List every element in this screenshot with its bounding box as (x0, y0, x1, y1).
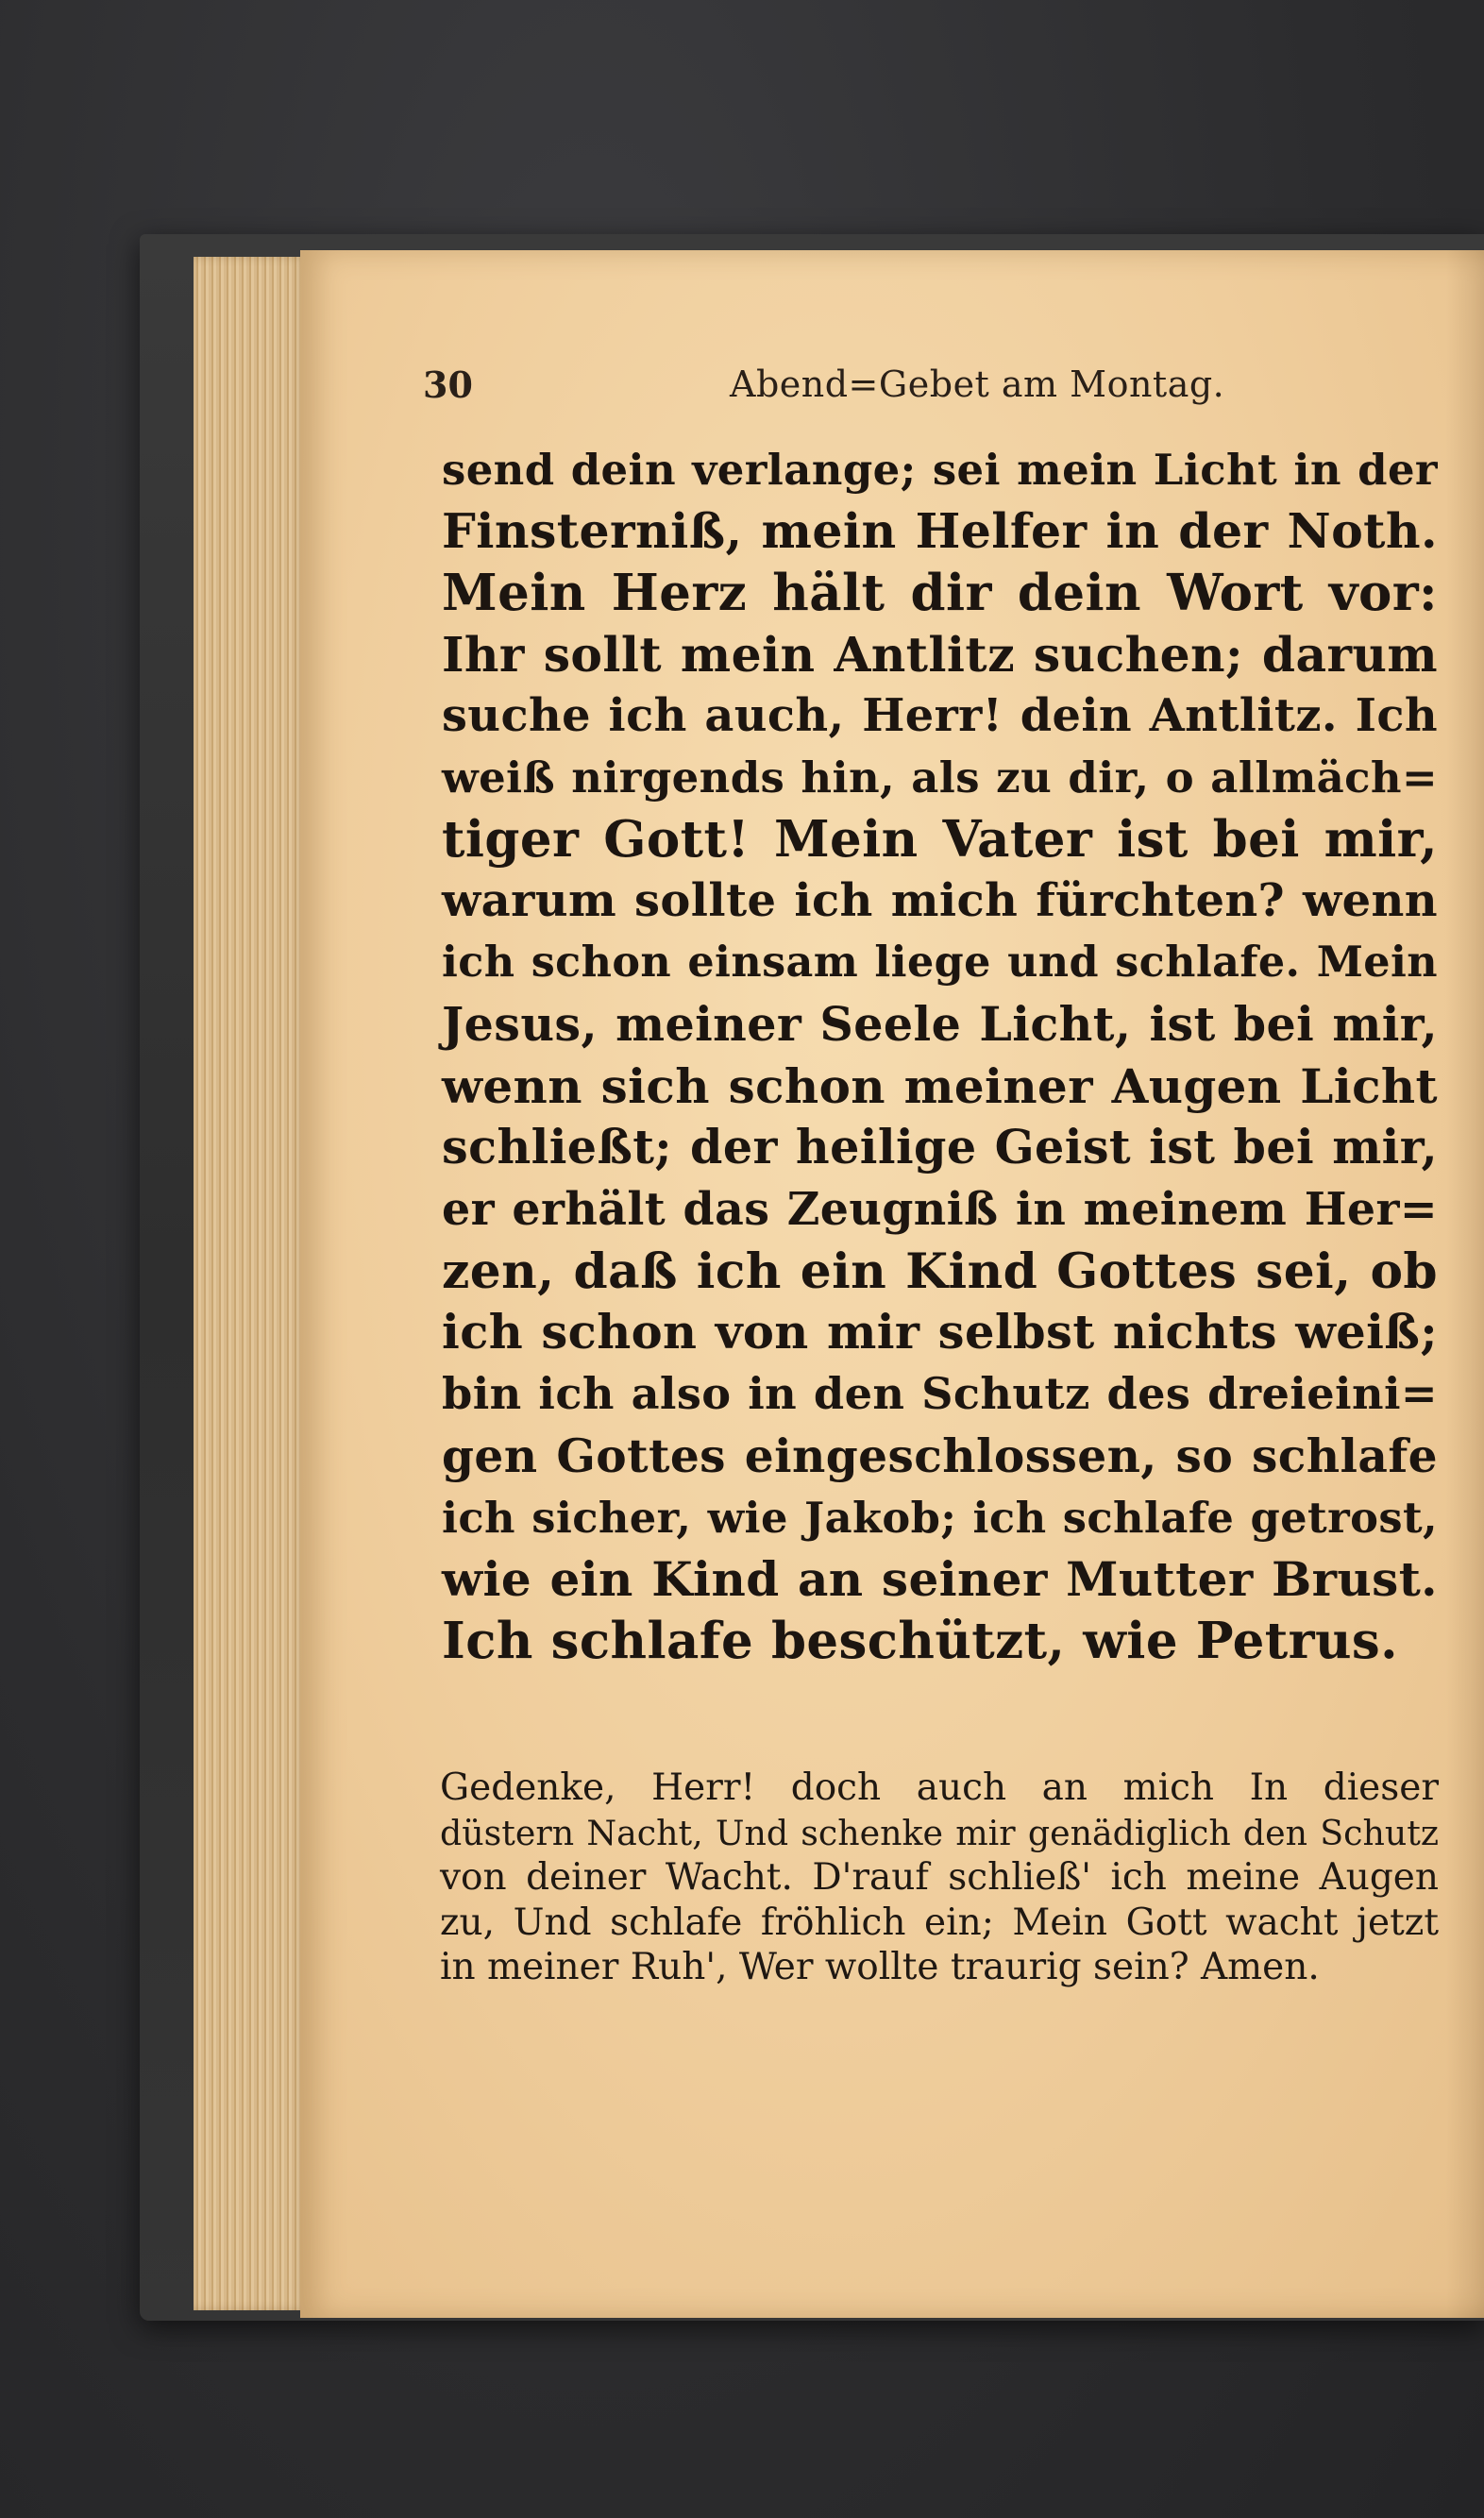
verse-line: von deiner Wacht. D'rauf schließ' ich meine Augen (440, 1856, 1439, 1899)
text-line: Jesus, meiner Seele Licht, ist bei mir, (442, 996, 1438, 1052)
text-line: ich sicher, wie Jakob; ich schlafe getrost, (442, 1493, 1438, 1544)
book-page (300, 250, 1484, 2318)
text-line: zen, daß ich ein Kind Gottes sei, ob (442, 1242, 1438, 1300)
text-line: tiger Gott! Mein Vater ist bei mir, (442, 809, 1438, 869)
hymn-verse (440, 1766, 1439, 1990)
text-line: Mein Herz hält dir dein Wort vor: (442, 563, 1438, 622)
page-edges (194, 257, 307, 2310)
text-line: Finsterniß, mein Helfer in der Noth. (442, 503, 1438, 560)
text-line: bin ich also in den Schutz des dreieini= (442, 1368, 1438, 1420)
text-line: gen Gottes eingeschlossen, so schlafe (442, 1428, 1438, 1483)
text-line: er erhält das Zeugniß in meinem Her= (442, 1182, 1438, 1236)
verse-line: in meiner Ruh', Wer wollte traurig sein? Amen. (440, 1946, 1320, 1988)
page-header (300, 363, 1484, 420)
text-line: Ihr sollt mein Antlitz suchen; darum (442, 626, 1438, 683)
text-line: suche ich auch, Herr! dein Antlitz. Ich (442, 689, 1438, 743)
prayer-body (442, 439, 1438, 1672)
text-line: warum sollte ich mich fürchten? wenn (442, 874, 1438, 928)
text-line: ich schon von mir selbst nichts weiß; (442, 1305, 1438, 1360)
text-line: send dein verlange; sei mein Licht in der (442, 445, 1438, 495)
text-line: schließt; der heilige Geist ist bei mir, (442, 1120, 1438, 1175)
page-number: 30 (423, 363, 473, 406)
text-line: Ich schlafe beschützt, wie Petrus. (442, 1611, 1398, 1670)
verse-line: Gedenke, Herr! doch auch an mich In dieser (440, 1766, 1439, 1809)
verse-line: düstern Nacht, Und schenke mir genädiglich den Schutz (440, 1812, 1439, 1853)
running-head: Abend=Gebet am Montag. (730, 363, 1225, 405)
text-line: ich schon einsam liege und schlafe. Mein (442, 938, 1438, 988)
text-line: wenn sich schon meiner Augen Licht (442, 1057, 1438, 1114)
text-line: wie ein Kind an seiner Mutter Brust. (442, 1551, 1438, 1608)
verse-line: zu, Und schlafe fröhlich ein; Mein Gott wacht jetzt (440, 1901, 1439, 1944)
text-line: weiß nirgends hin, als zu dir, o allmäch= (442, 752, 1438, 803)
